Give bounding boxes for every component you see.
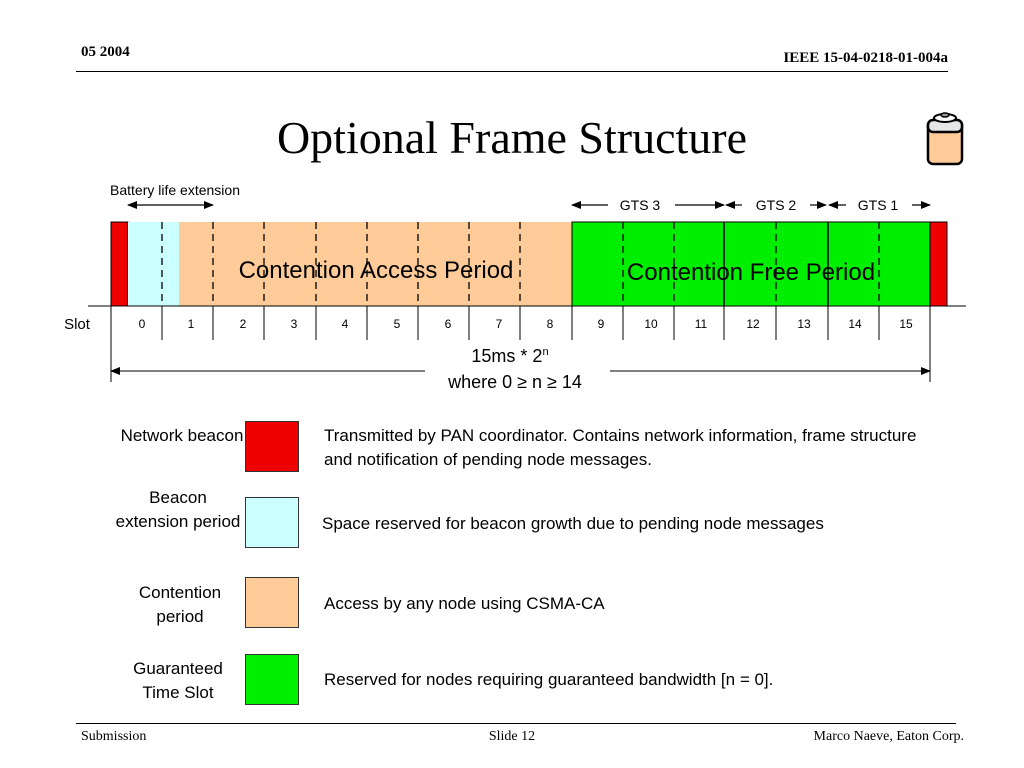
legend-desc-network-beacon: Transmitted by PAN coordinator. Contains network information, frame structure and notification of pending node messages. <box>324 426 917 469</box>
slot-number: 7 <box>495 317 503 331</box>
legend-desc-contention: Access by any node using CSMA-CA <box>324 594 605 613</box>
slot-number: 12 <box>746 317 760 331</box>
slot-number: 15 <box>899 317 913 331</box>
header-doc-id: IEEE 15-04-0218-01-004a <box>783 50 948 66</box>
footer-submission: Submission <box>81 729 147 744</box>
slot-number: 11 <box>694 317 708 331</box>
beacon-end-segment <box>930 222 947 306</box>
slot-number: 3 <box>290 317 298 331</box>
slot-number: 2 <box>239 317 247 331</box>
slot-number: 14 <box>848 317 862 331</box>
slot-number: 10 <box>644 317 658 331</box>
battery-extension-label: Battery life extension <box>110 182 240 198</box>
legend-desc-beacon-extension: Space reserved for beacon growth due to pending node messages <box>322 514 824 533</box>
duration-line1: 15ms * 2$^n$ <box>471 346 549 366</box>
beacon-start-segment <box>111 222 128 306</box>
slot-number: 8 <box>546 317 554 331</box>
cap-label: Contention Access Period <box>238 257 514 284</box>
legend-swatch-contention <box>245 577 299 628</box>
slot-label: Slot <box>64 316 90 333</box>
slot-number: 4 <box>341 317 349 331</box>
slot-number: 9 <box>597 317 605 331</box>
duration-line2: where 0 ≥ n ≥ 14 <box>448 372 582 392</box>
slot-number: 1 <box>187 317 195 331</box>
legend-label-network-beacon: Network beacon <box>120 426 244 445</box>
legend-swatch-beacon <box>245 421 299 472</box>
slot-number: 5 <box>393 317 401 331</box>
legend-label-gts: Guaranteed Time Slot <box>133 659 223 702</box>
header-date: 05 2004 <box>81 44 130 60</box>
legend-label-beacon-extension: Beacon extension period <box>115 488 241 531</box>
footer-divider <box>76 723 956 724</box>
slot-number: 0 <box>138 317 146 331</box>
gts1-label: GTS 1 <box>857 197 899 213</box>
beacon-extension-segment <box>128 222 179 306</box>
gts3-label: GTS 3 <box>619 197 661 213</box>
legend-desc-gts: Reserved for nodes requiring guaranteed bandwidth [n = 0]. <box>324 670 774 689</box>
cfp-label: Contention Free Period <box>626 259 876 286</box>
legend-label-contention: Contention period <box>138 583 222 626</box>
footer-slide-number: Slide 12 <box>488 729 536 744</box>
slide-title: Optional Frame Structure <box>276 112 748 163</box>
legend-swatch-extension <box>245 497 299 548</box>
legend-swatch-gts <box>245 654 299 705</box>
gts2-label: GTS 2 <box>755 197 797 213</box>
slot-number: 6 <box>444 317 452 331</box>
slot-number: 13 <box>797 317 811 331</box>
footer-author: Marco Naeve, Eaton Corp. <box>813 729 964 744</box>
